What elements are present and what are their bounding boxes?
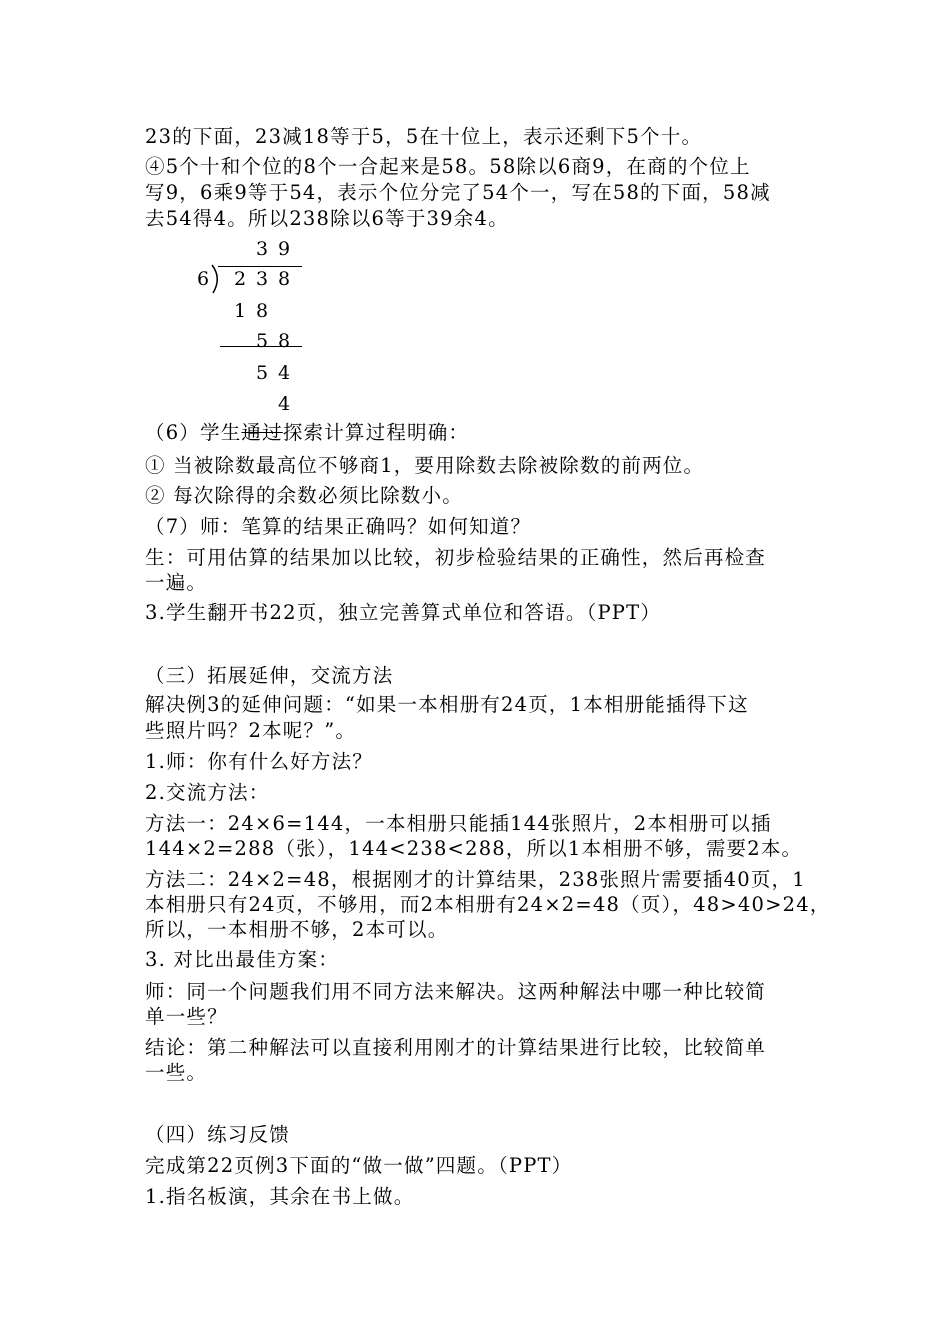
text-line-21: 所以，一本相册不够，2本可以。 — [145, 918, 449, 941]
text-line-29: 1.指名板演，其余在书上做。 — [145, 1185, 415, 1208]
partial-product-digit: 8 — [255, 300, 269, 322]
text-line-13: 解决例3的延伸问题：“如果一本相册有24页，1本相册能插得下这 — [145, 693, 749, 716]
text-segment: （6）学生 — [145, 421, 242, 444]
text-line-1: 23的下面，23减18等于5，5在十位上，表示还剩下5个十。 — [145, 125, 703, 148]
text-line-2: ④5个十和个位的8个一合起来是58。58除以6商9，在商的个位上 — [145, 155, 751, 178]
text-line-23: 师：同一个问题我们用不同方法来解决。这两种解法中哪一种比较简 — [145, 980, 767, 1003]
text-segment: 探索计算过程明确： — [282, 421, 470, 444]
text-line-4: 去54得4。所以238除以6等于39余4。 — [145, 207, 509, 230]
section-heading-4: （四）练习反馈 — [145, 1123, 290, 1146]
dividend-digit: 3 — [255, 268, 269, 290]
quotient-digit: 9 — [277, 238, 291, 260]
text-line-20: 本相册只有24页，不够用，而2本相册有24×2=48（页），48>40>24， — [145, 893, 831, 916]
section-heading-3: （三）拓展延伸，交流方法 — [145, 664, 394, 687]
text-line-26: 一些。 — [145, 1061, 208, 1084]
divisor: 6 — [196, 268, 210, 290]
text-line-22: 3. 对比出最佳方案： — [145, 948, 340, 971]
text-line-18: 144×2=288（张），144<238<288，所以1本相册不够，需要2本。 — [145, 837, 803, 860]
division-bracket — [210, 264, 224, 294]
quotient-digit: 3 — [255, 238, 269, 260]
partial-product-digit: 5 — [255, 362, 269, 384]
text-line-16: 2.交流方法： — [145, 781, 270, 804]
text-line-9: 生：可用估算的结果加以比较，初步检验结果的正确性，然后再检查 — [145, 546, 767, 569]
text-line-8: （7）师：笔算的结果正确吗？如何知道？ — [145, 515, 532, 538]
text-line-10: 一遍。 — [145, 571, 208, 594]
partial-product-digit: 4 — [277, 362, 291, 384]
text-line-5 — [145, 421, 469, 445]
partial-remainder-digit: 8 — [277, 330, 291, 352]
text-line-15: 1.师：你有什么好方法？ — [145, 750, 374, 773]
text-line-14: 些照片吗？2本呢？”。 — [145, 719, 357, 742]
division-bar — [218, 266, 302, 267]
text-line-28: 完成第22页例3下面的“做一做”四题。（PPT） — [145, 1154, 573, 1177]
text-line-7: ② 每次除得的余数必须比除数小。 — [145, 484, 463, 507]
text-line-24: 单一些？ — [145, 1005, 228, 1028]
partial-remainder-digit: 5 — [255, 330, 269, 352]
remainder-digit: 4 — [277, 393, 291, 415]
struck-text: 通过 — [241, 421, 283, 444]
text-line-11: 3.学生翻开书22页，独立完善算式单位和答语。（PPT） — [145, 601, 662, 624]
text-line-6: ① 当被除数最高位不够商1，要用除数去除被除数的前两位。 — [145, 454, 705, 477]
partial-product-digit: 1 — [233, 300, 247, 322]
text-line-19: 方法二：24×2=48，根据刚才的计算结果，238张照片需要插40页，1 — [145, 868, 806, 891]
dividend-digit: 8 — [277, 268, 291, 290]
text-line-17: 方法一：24×6=144，一本相册只能插144张照片，2本相册可以插 — [145, 812, 772, 835]
dividend-digit: 2 — [233, 268, 247, 290]
text-line-25: 结论：第二种解法可以直接利用刚才的计算结果进行比较，比较简单 — [145, 1036, 767, 1059]
text-line-3: 写9，6乘9等于54，表示个位分完了54个一，写在58的下面，58减 — [145, 181, 771, 204]
